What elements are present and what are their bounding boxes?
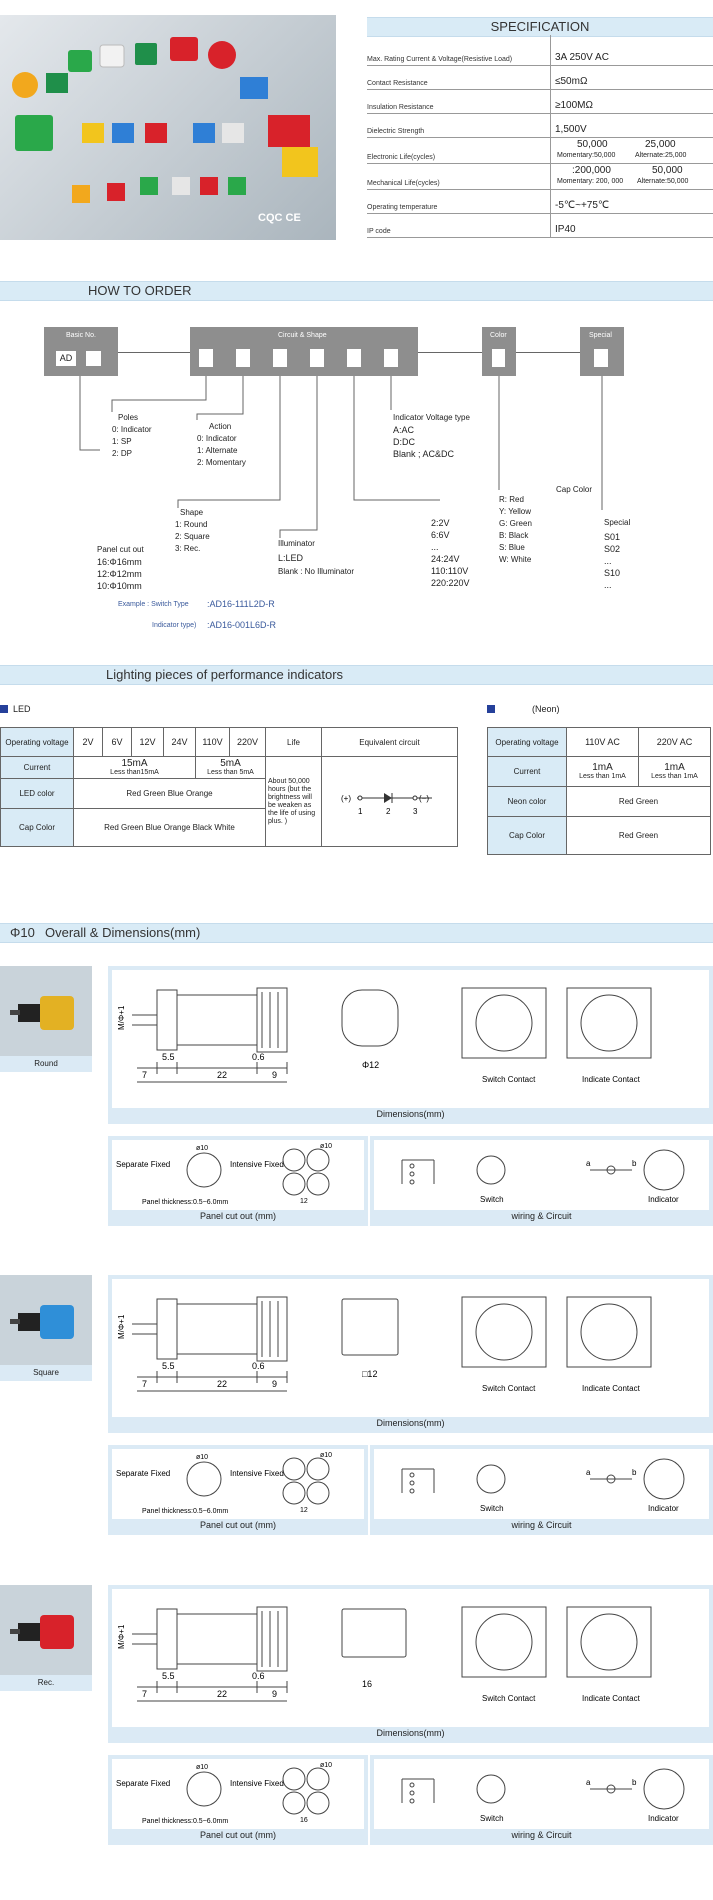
- neon-current: 1mA: [592, 761, 613, 773]
- cap-color-value: Red Green Blue Orange Black White: [74, 809, 266, 847]
- panel-cutout-drawing: [112, 1140, 364, 1208]
- shape-item: 3: Rec.: [175, 544, 201, 553]
- special-item: ...: [604, 556, 612, 566]
- dim-b: 0.6: [252, 1052, 265, 1062]
- poles-item: 1: SP: [112, 437, 132, 446]
- voltage-cell: 2V: [74, 728, 103, 757]
- switch: Switch: [480, 1195, 504, 1204]
- neon-color-value: Red Green: [567, 787, 711, 817]
- hole: ø10: [196, 1764, 209, 1771]
- voltage-item: 24:24V: [431, 554, 460, 564]
- neon-current-header: Current: [488, 757, 567, 787]
- switch-contact: Switch Contact: [482, 1075, 536, 1084]
- dimensions-caption: Dimensions(mm): [112, 1727, 709, 1739]
- example-indicator-label: Indicator type): [152, 622, 197, 629]
- poles-item: 0: Indicator: [112, 425, 152, 434]
- dim-term: 7: [142, 1379, 148, 1389]
- shape-item: 2: Square: [175, 532, 210, 541]
- dim-tail: 9: [272, 1070, 278, 1080]
- panel-cutout-item: 12:Φ12mm: [97, 569, 142, 579]
- action-item: 1: Alternate: [197, 446, 238, 455]
- spec-key: Mechanical Life(cycles): [367, 180, 440, 187]
- dim-a: 5.5: [162, 1671, 175, 1681]
- spec-value: 3A 250V AC: [555, 52, 609, 63]
- action-title: Action: [209, 422, 232, 431]
- wiring-caption: wiring & Circuit: [374, 1519, 709, 1531]
- circuit-node: 1: [357, 806, 362, 816]
- dim-body: 22: [217, 1689, 228, 1699]
- dimension-drawing: [112, 1589, 709, 1725]
- product-thumbnail: [0, 1585, 92, 1675]
- circuit-shape-label: Circuit & Shape: [278, 332, 327, 339]
- neon-voltage-cell: 220V AC: [639, 728, 711, 757]
- indicator-voltage-item: A:AC: [393, 425, 415, 435]
- spec-key: IP code: [367, 228, 391, 235]
- illuminator-item: Blank : No Illuminator: [278, 567, 355, 576]
- wb: b: [632, 1159, 637, 1168]
- how-to-order-title: HOW TO ORDER: [88, 283, 192, 298]
- dim-a: 5.5: [162, 1052, 175, 1062]
- cap-color-item: Y: Yellow: [499, 507, 532, 516]
- cap-color-item: W: White: [499, 555, 532, 564]
- wiring-caption: wiring & Circuit: [374, 1210, 709, 1222]
- spec-key: Electronic Life(cycles): [367, 154, 436, 161]
- dim-tail: 9: [272, 1379, 278, 1389]
- dimension-drawing: [112, 970, 709, 1106]
- wiring-drawing: [374, 1140, 709, 1208]
- panel-cutout-panel: [108, 1445, 368, 1535]
- voltage-cell: 12V: [132, 728, 164, 757]
- intensive: Intensive Fixed: [230, 1160, 284, 1169]
- example-indicator-value: :AD16-001L6D-R: [207, 620, 277, 630]
- current-b: 5mA: [220, 757, 241, 769]
- panel-cutout-item: 16:Φ16mm: [97, 557, 142, 567]
- circuit-node: 3: [412, 806, 417, 816]
- dimensions-title-prefix: Φ10: [10, 925, 35, 940]
- spec-value: IP40: [555, 224, 576, 235]
- dim-term: 7: [142, 1689, 148, 1699]
- voltage-item: 110:110V: [431, 566, 469, 576]
- led-label: LED: [13, 704, 31, 714]
- neon-label: (Neon): [532, 704, 560, 714]
- neon-color-header: Neon color: [488, 787, 567, 817]
- hole: ø10: [320, 1762, 333, 1769]
- product-thumbnail: [0, 1275, 92, 1365]
- special-label: Special: [589, 332, 612, 339]
- equiv-circuit-cell: [322, 757, 458, 847]
- spec-sub: Alternate:25,000: [635, 152, 687, 159]
- dim-b: 0.6: [252, 1361, 265, 1371]
- voltage-cell: 6V: [103, 728, 132, 757]
- lighting-header: [0, 665, 713, 685]
- indicator: Indicator: [648, 1814, 679, 1823]
- spec-sub: Momentary: 200, 000: [557, 178, 624, 185]
- voltage-item: 220:220V: [431, 578, 470, 588]
- example-switch-value: :AD16-111L2D-R: [207, 599, 275, 609]
- panel-cutout-caption: Panel cut out (mm): [112, 1210, 364, 1222]
- voltage-cell: 220V: [230, 728, 266, 757]
- led-color-header: LED color: [1, 779, 74, 809]
- product-thumbnail: [0, 966, 92, 1056]
- spec-sub: Momentary:50,000: [557, 152, 616, 159]
- current-b-sub: Less than 5mA: [207, 768, 254, 776]
- dimension-drawing: [112, 1279, 709, 1415]
- spec-key: Operating temperature: [367, 204, 438, 211]
- cap-color-item: S: Blue: [499, 543, 525, 552]
- poles-item: 2: DP: [112, 449, 133, 458]
- wiring-panel: [370, 1445, 713, 1535]
- current-a-sub: Less than15mA: [110, 768, 159, 776]
- spec-value: ≤50mΩ: [555, 76, 588, 87]
- wa: a: [586, 1159, 591, 1168]
- panel-cutout-panel: [108, 1136, 368, 1226]
- voltage-item: 2:2V: [431, 518, 450, 528]
- cap-color-item: R: Red: [499, 495, 524, 504]
- led-color-value: Red Green Blue Orange: [74, 779, 266, 809]
- neon-current-sub: Less than 1mA: [651, 772, 698, 780]
- separate: Separate Fixed: [116, 1160, 171, 1169]
- life-text: About 50,000 hours (but the brightness will be weaken as the life of using plus. ): [266, 757, 322, 847]
- spec-value: -5℃~+75℃: [555, 200, 610, 211]
- spacing: 12: [300, 1198, 308, 1205]
- section-name: Square: [0, 1365, 92, 1381]
- panel-cutout-caption: Panel cut out (mm): [112, 1519, 364, 1531]
- color-label: Color: [490, 332, 507, 339]
- led-table: [0, 727, 458, 847]
- wiring-drawing: [374, 1449, 709, 1517]
- spec-sub: Alternate:50,000: [637, 178, 689, 185]
- voltage-item: 6:6V: [431, 530, 450, 540]
- indicator-voltage-item: Blank ; AC&DC: [393, 449, 455, 459]
- indicate-contact: Indicate Contact: [582, 1694, 640, 1703]
- led-circuit-diagram: [337, 781, 443, 821]
- indicator-voltage-title: Indicator Voltage type: [393, 413, 470, 422]
- dim-body: 22: [217, 1379, 228, 1389]
- neon-op-voltage-header: Operating voltage: [488, 728, 567, 757]
- spacing: 16: [300, 1817, 308, 1824]
- dim-tail: 9: [272, 1689, 278, 1699]
- special-item: ...: [604, 580, 612, 590]
- wa: a: [586, 1778, 591, 1787]
- basic-no-value: AD: [56, 351, 76, 366]
- cap-color-item: G: Green: [499, 519, 532, 528]
- circuit-plus: (+): [340, 793, 351, 803]
- indicator: Indicator: [648, 1195, 679, 1204]
- spec-value: ≥100MΩ: [555, 100, 593, 111]
- voltage-cell: 110V: [196, 728, 230, 757]
- spec-key: Dielectric Strength: [367, 128, 425, 135]
- action-item: 0: Indicator: [197, 434, 237, 443]
- side-label: M/Φ+1: [117, 1624, 126, 1649]
- voltage-cell: 24V: [164, 728, 196, 757]
- section-name: Rec.: [0, 1675, 92, 1691]
- separate: Separate Fixed: [116, 1469, 171, 1478]
- dim-a: 5.5: [162, 1361, 175, 1371]
- neon-cap-color-value: Red Green: [567, 817, 711, 855]
- wiring-panel: [370, 1136, 713, 1226]
- indicate-contact: Indicate Contact: [582, 1075, 640, 1084]
- special-item: S02: [604, 544, 621, 554]
- hole: ø10: [320, 1143, 333, 1150]
- indicator: Indicator: [648, 1504, 679, 1513]
- illuminator-title: Illuminator: [278, 539, 315, 548]
- dim-b: 0.6: [252, 1671, 265, 1681]
- spec-value: 25,000: [645, 139, 676, 150]
- dimensions-caption: Dimensions(mm): [112, 1417, 709, 1429]
- shape-title: Shape: [180, 508, 204, 517]
- spec-title: SPECIFICATION: [490, 19, 590, 34]
- switch: Switch: [480, 1814, 504, 1823]
- panel-cutout-caption: Panel cut out (mm): [112, 1829, 364, 1841]
- wiring-panel: [370, 1755, 713, 1845]
- dimensions-title: Overall & Dimensions(mm): [45, 925, 201, 940]
- intensive: Intensive Fixed: [230, 1469, 284, 1478]
- neon-bullet-icon: [487, 705, 495, 713]
- action-item: 2: Momentary: [197, 458, 246, 467]
- spec-value: 50,000: [652, 165, 683, 176]
- current-a: 15mA: [121, 757, 148, 769]
- voltage-item: ...: [431, 542, 439, 552]
- dim-term: 7: [142, 1070, 148, 1080]
- separate: Separate Fixed: [116, 1779, 171, 1788]
- front-label: 16: [362, 1679, 373, 1689]
- illuminator-item: L:LED: [278, 553, 304, 563]
- panel-cutout-item: 10:Φ10mm: [97, 581, 142, 591]
- thickness: Panel thickness:0.5~6.0mm: [142, 1508, 229, 1515]
- dimensions-panel: [108, 966, 713, 1124]
- neon-voltage-cell: 110V AC: [567, 728, 639, 757]
- wiring-caption: wiring & Circuit: [374, 1829, 709, 1841]
- thickness: Panel thickness:0.5~6.0mm: [142, 1818, 229, 1825]
- panel-cutout-panel: [108, 1755, 368, 1845]
- lighting-title: Lighting pieces of performance indicators: [106, 667, 344, 682]
- dimensions-header: [0, 923, 713, 943]
- indicator-voltage-item: D:DC: [393, 437, 415, 447]
- spec-key: Max. Rating Current & Voltage(Resistive Load): [367, 56, 513, 63]
- dimensions-panel: [108, 1275, 713, 1433]
- special-item: S01: [604, 532, 621, 542]
- side-label: M/Φ+1: [117, 1314, 126, 1339]
- switch-contact: Switch Contact: [482, 1384, 536, 1393]
- dimensions-caption: Dimensions(mm): [112, 1108, 709, 1120]
- wa: a: [586, 1468, 591, 1477]
- special-item: S10: [604, 568, 621, 578]
- life-header: Life: [266, 728, 322, 757]
- wb: b: [632, 1468, 637, 1477]
- hole: ø10: [320, 1452, 333, 1459]
- side-label: M/Φ+1: [117, 1005, 126, 1030]
- panel-cutout-title: Panel cut out: [97, 545, 144, 554]
- cap-color-header: Cap Color: [1, 809, 74, 847]
- thickness: Panel thickness:0.5~6.0mm: [142, 1199, 229, 1206]
- led-op-voltage-header: Operating voltage: [1, 728, 74, 757]
- intensive: Intensive Fixed: [230, 1779, 284, 1788]
- spec-value: :200,000: [572, 165, 611, 176]
- front-label: Φ12: [362, 1060, 380, 1070]
- neon-table: [487, 727, 711, 855]
- front-label: □12: [362, 1369, 378, 1379]
- certification-mark: CQC CE: [258, 212, 301, 224]
- poles-title: Poles: [118, 413, 139, 422]
- switch: Switch: [480, 1504, 504, 1513]
- led-bullet-icon: [0, 705, 8, 713]
- neon-current: 1mA: [664, 761, 685, 773]
- switch-contact: Switch Contact: [482, 1694, 536, 1703]
- section-name: Round: [0, 1056, 92, 1072]
- basic-no-label: Basic No.: [66, 332, 96, 339]
- cap-color-title: Cap Color: [556, 485, 593, 494]
- example-switch-label: Example : Switch Type: [118, 601, 189, 608]
- neon-cap-color-header: Cap Color: [488, 817, 567, 855]
- circuit-minus: (−): [418, 793, 429, 803]
- panel-cutout-drawing: [112, 1449, 364, 1517]
- spec-key: Contact Resistance: [367, 80, 428, 87]
- indicate-contact: Indicate Contact: [582, 1384, 640, 1393]
- hole: ø10: [196, 1145, 209, 1152]
- current-header: Current: [1, 757, 74, 779]
- special-title: Special: [604, 518, 631, 527]
- dim-body: 22: [217, 1070, 228, 1080]
- cap-color-item: B: Black: [499, 531, 529, 540]
- circuit-node: 2: [385, 806, 390, 816]
- spacing: 12: [300, 1507, 308, 1514]
- shape-item: 1: Round: [175, 520, 208, 529]
- hole: ø10: [196, 1454, 209, 1461]
- panel-cutout-drawing: [112, 1759, 364, 1827]
- equiv-circuit-header: Equivalent circuit: [322, 728, 458, 757]
- neon-current-sub: Less than 1mA: [579, 772, 626, 780]
- dimensions-panel: [108, 1585, 713, 1743]
- wiring-drawing: [374, 1759, 709, 1827]
- wb: b: [632, 1778, 637, 1787]
- spec-value: 50,000: [577, 139, 608, 150]
- spec-key: Insulation Resistance: [367, 104, 434, 111]
- spec-value: 1,500V: [555, 124, 587, 135]
